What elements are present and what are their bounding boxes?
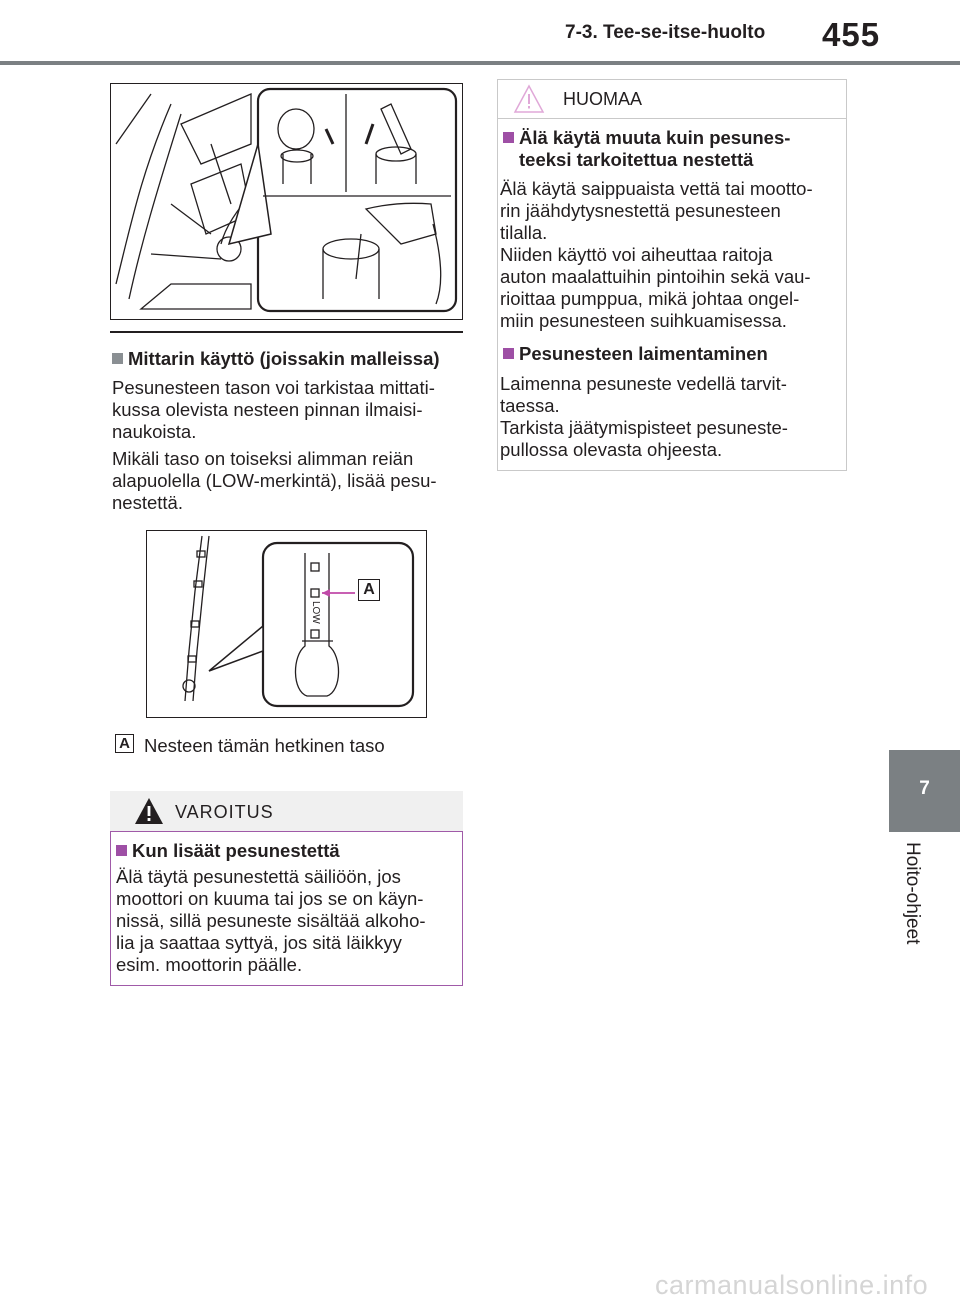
dipstick-illustration <box>147 531 425 716</box>
washer-reservoir-figure <box>110 83 463 320</box>
text-line: Niiden käyttö voi aiheuttaa raitoja <box>500 244 773 265</box>
text-line: kussa olevista nesteen pinnan ilmaisi- <box>112 399 423 420</box>
text-line: Älä täytä pesunestettä säiliöön, jos <box>116 866 401 887</box>
level-gauge-figure <box>146 530 427 718</box>
warning-triangle-icon <box>133 796 165 826</box>
text-line: lia ja saattaa syttyä, jos sitä läikkyy <box>116 932 402 953</box>
text-line: auton maalattuihin pintoihin sekä vau- <box>500 266 811 287</box>
gauge-heading <box>112 348 440 370</box>
square-bullet-icon <box>112 353 123 364</box>
text-line: rioittaa pumppua, mikä johtaa ongel- <box>500 288 800 309</box>
gauge-paragraph-1 <box>112 377 435 443</box>
notice-item1-heading <box>503 127 790 171</box>
text-line: pullossa olevasta ohjeesta. <box>500 439 723 460</box>
engine-bay-illustration <box>111 84 461 318</box>
warning-title: VAROITUS <box>175 802 274 822</box>
callout-label-a: A <box>358 579 380 601</box>
text-line: rin jäähdytysnestettä pesunesteen <box>500 200 781 221</box>
square-bullet-icon <box>503 132 514 143</box>
text-line: nestettä. <box>112 492 183 513</box>
heading-line <box>503 127 790 149</box>
notice-item1-body <box>500 178 813 332</box>
legend-label-a: A <box>115 734 134 753</box>
text-line: alapuolella (LOW-merkintä), lisää pesu- <box>112 470 437 491</box>
gauge-heading-text: Mittarin käyttö (joissakin malleissa) <box>128 348 440 369</box>
page-number: 455 <box>822 16 881 53</box>
low-marking: LOW <box>310 601 321 624</box>
chapter-name: Hoito-ohjeet <box>902 842 923 945</box>
text-line: tilalla. <box>500 222 548 243</box>
header-rule <box>0 61 960 65</box>
legend-text: Nesteen tämän hetkinen taso <box>144 735 385 756</box>
notice-header-divider <box>497 118 847 119</box>
warning-heading-text: Kun lisäät pesunestettä <box>132 840 340 861</box>
text-line: taessa. <box>500 395 560 416</box>
square-bullet-icon <box>503 348 514 359</box>
text-line: Laimenna pesuneste vedellä tarvit- <box>500 373 787 394</box>
text-line: Älä käytä saippuaista vettä tai mootto- <box>500 178 813 199</box>
chapter-number: 7 <box>919 778 930 799</box>
section-title: 7-3. Tee-se-itse-huolto <box>565 22 766 43</box>
text-line: miin pesunesteen suihkuamisessa. <box>500 310 787 331</box>
notice-item2-body <box>500 373 788 461</box>
text-line: esim. moottorin päälle. <box>116 954 303 975</box>
gauge-paragraph-2 <box>112 448 437 514</box>
notice-item2-heading-text: Pesunesteen laimentaminen <box>519 343 768 364</box>
text-line: Pesunesteen tason voi tarkistaa mittati- <box>112 377 435 398</box>
text-line: nissä, sillä pesuneste sisältää alkoho- <box>116 910 426 931</box>
text-line: moottori on kuuma tai jos se on käyn- <box>116 888 424 909</box>
warning-body <box>116 866 426 976</box>
figure-rule <box>110 331 463 333</box>
text-line: Tarkista jäätymispisteet pesuneste- <box>500 417 788 438</box>
square-bullet-icon <box>116 845 127 856</box>
notice-item2-heading <box>503 343 768 365</box>
text-line: naukoista. <box>112 421 197 442</box>
notice-title: HUOMAA <box>563 89 643 109</box>
text-line: Mikäli taso on toiseksi alimman reiän <box>112 448 414 469</box>
caution-triangle-icon <box>513 84 545 114</box>
warning-heading <box>116 840 340 862</box>
watermark: carmanualsonline.info <box>655 1270 929 1300</box>
heading-line-text: Älä käytä muuta kuin pesunes- <box>519 127 791 148</box>
heading-line: teeksi tarkoitettua nestettä <box>519 149 754 170</box>
